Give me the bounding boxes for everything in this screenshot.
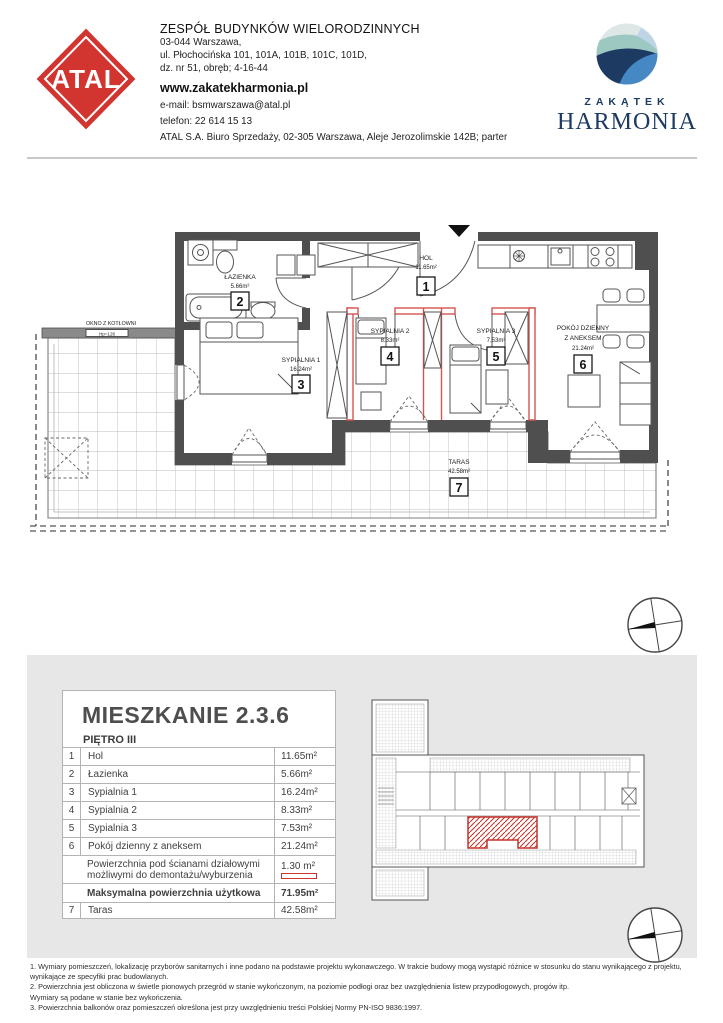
developer-info (160, 22, 560, 143)
atal-logo-text: ATAL (51, 64, 121, 94)
phone-text: telefon: 22 614 15 13 (160, 116, 253, 127)
unit-summary-card (62, 690, 336, 919)
atal-logo (35, 26, 137, 132)
address-line: ul. Płochocińska 101, 101A, 101B, 101C, 101D, (160, 50, 367, 61)
coffee-table-icon (568, 375, 600, 407)
header-divider (27, 157, 697, 159)
sales-office-text: ATAL S.A. Biuro Sprzedaży, 02-305 Warszawa, Aleje Jerozolimskie 142B; parter (160, 132, 508, 143)
estate-brand-logo (557, 20, 697, 136)
boiler-window-label: OKNO Z KOTŁOWNI (85, 321, 137, 327)
website-link[interactable]: www.zakatekharmonia.pl (160, 81, 309, 95)
svg-text:SYPIALNIA 1: SYPIALNIA 1 (281, 357, 321, 364)
room-label-pokoj-dzienny (557, 323, 610, 373)
table-row: 2 Łazienka 5.66m² (63, 765, 335, 783)
kitchen-symbol (514, 251, 525, 262)
address-line: 03-044 Warszawa, (160, 37, 242, 48)
toilet-icon (217, 251, 234, 273)
svg-text:SYPIALNIA 2: SYPIALNIA 2 (370, 328, 410, 335)
red-highlight-box (281, 873, 317, 879)
chair-icon (627, 289, 644, 302)
svg-text:6: 6 (579, 358, 587, 372)
entrance-arrow-icon (448, 225, 470, 237)
svg-text:2: 2 (236, 295, 244, 309)
svg-text:4: 4 (386, 350, 394, 364)
table-row: 4 Sypialnia 2 8.33m² (63, 801, 335, 819)
svg-text:8.33m²: 8.33m² (380, 338, 400, 344)
svg-text:ŁAZIENKA: ŁAZIENKA (224, 274, 256, 281)
boiler-window (42, 321, 180, 338)
building-overview-plan (360, 692, 660, 910)
brand-name-line2: HARMONIA (557, 109, 697, 135)
svg-text:1: 1 (422, 280, 430, 294)
chair-icon (627, 335, 644, 348)
svg-text:21.24m²: 21.24m² (571, 346, 595, 352)
address-line: dz. nr 51, obręb; 4-16-44 (160, 63, 268, 74)
footnote-line: 2. Powierzchnia jest obliczona w świetle pionowych przegród w stanie wykończonym, na poziomie podłogi oraz bez uwzględnienia listew przypodłogowych, progów itp. (30, 982, 570, 992)
unit-title: MIESZKANIE 2.3.6 (82, 702, 290, 728)
sink-icon (251, 303, 275, 320)
svg-text:TARAS: TARAS (448, 459, 470, 466)
toilet-tank-icon (213, 240, 237, 250)
harmonia-circle-icon (557, 20, 697, 88)
chair-icon (603, 289, 620, 302)
table-row: 1 Hol 11.65m² (63, 747, 335, 765)
footnote-line: wynikające ze specyfiki prac budowlanych. (30, 972, 169, 982)
svg-text:5: 5 (492, 350, 500, 364)
table-row: 6 Pokój dzienny z aneksem 21.24m² (63, 837, 335, 855)
table-row-total-area: Maksymalna powierzchnia użytkowa 71.95m² (63, 883, 335, 902)
email-text[interactable]: e-mail: bsmwarszawa@atal.pl (160, 100, 291, 111)
apartment-floorplan (0, 178, 723, 578)
svg-text:16.24m²: 16.24m² (289, 367, 313, 373)
bedroom-furniture (200, 318, 508, 413)
svg-text:SYPIALNIA 3: SYPIALNIA 3 (476, 328, 516, 335)
unit-floor: PIĘTRO III (83, 734, 137, 746)
svg-text:POKÓJ DZIENNY: POKÓJ DZIENNY (556, 325, 610, 332)
room-label-taras (448, 459, 470, 496)
legal-footnotes (30, 962, 705, 1013)
footnote-line: Wymiary są podane w stanie bez wykończenia. (30, 992, 183, 1002)
side-table-icon (361, 392, 381, 410)
svg-text:11.65m²: 11.65m² (415, 265, 437, 271)
svg-text:5.66m²: 5.66m² (230, 284, 250, 290)
svg-text:3: 3 (297, 378, 305, 392)
boiler-window-height-label: Hp=126 (98, 331, 116, 337)
brand-name-line1: ZAKĄTEK (584, 96, 670, 108)
project-title: ZESPÓŁ BUDYNKÓW WIELORODZINNYCH (160, 22, 420, 36)
footnote-line: 3. Powierzchnia balkonów oraz pomieszczeń określona jest przy uwzględnieniu treści Polskiej Normy PN-ISO 9836:1997. (30, 1002, 423, 1012)
chair-icon (603, 335, 620, 348)
table-row-terrace: 7 Taras 42.58m² (63, 902, 335, 918)
table-row-partition-area: Powierzchnia pod ścianami działowymi możliwymi do demontażu/wyburzenia 1.30 m² (63, 855, 335, 883)
svg-text:7.53m²: 7.53m² (486, 338, 506, 344)
footnote-line: 1. Wymiary pomieszczeń, lokalizację przyborów sanitarnych i inne podano na podstawie projektu wykonawczego. W trakcie budowy mogą wystąpić różnice w stosunku do stanu wynikającego z projektu, (30, 962, 682, 971)
kitchen-annex (478, 245, 632, 268)
svg-text:7: 7 (455, 481, 463, 495)
table-row: 3 Sypialnia 1 16.24m² (63, 783, 335, 801)
table-row: 5 Sypialnia 3 7.53m² (63, 819, 335, 837)
svg-text:42.58m²: 42.58m² (447, 469, 471, 475)
room-label-hol (415, 255, 437, 295)
svg-text:Z ANEKSEM: Z ANEKSEM (564, 335, 602, 342)
desk-icon (486, 370, 508, 404)
svg-text:HOL: HOL (419, 255, 433, 262)
